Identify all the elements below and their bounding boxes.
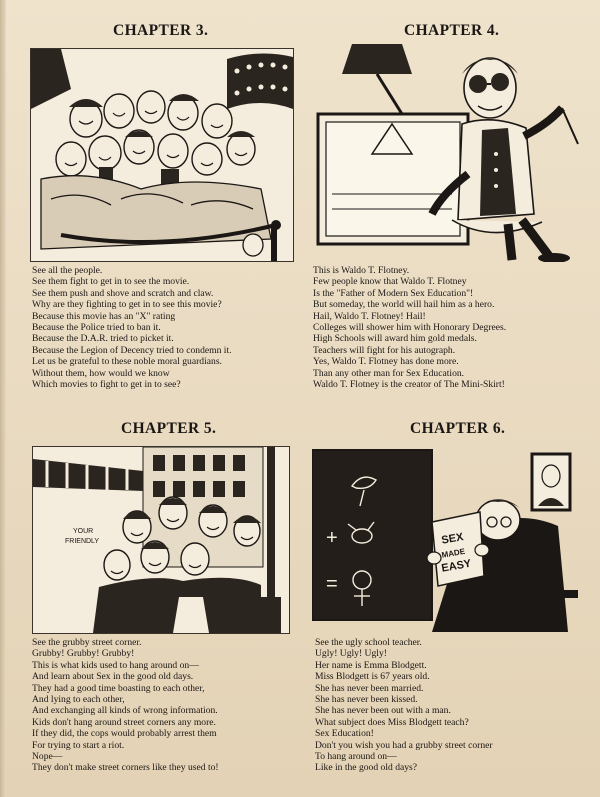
chapter-6-illustration xyxy=(312,446,578,632)
chapter-6-line: Ugly! Ugly! Ugly! xyxy=(315,648,387,660)
chapter-3-line: See them push and shove and scratch and claw. xyxy=(32,287,214,299)
chapter-6-line: See the ugly school teacher. xyxy=(315,637,422,648)
chapter-6-line: Her name is Emma Blodgett. xyxy=(315,659,427,671)
chapter-4-line: Waldo T. Flotney is the creator of The Mini-Skirt! xyxy=(313,379,505,391)
chapter-3-line: Why are they fighting to get in to see this movie? xyxy=(32,299,222,311)
chapter-5-line: See the grubby street corner. xyxy=(32,637,142,648)
chapter-4-line: Hail, Waldo T. Flotney! Hail! xyxy=(313,310,426,322)
chapter-4-line: But someday, the world will hail him as a hero. xyxy=(313,299,495,311)
drafting-table-illustration xyxy=(312,44,580,262)
chapter-6-line: Miss Blodgett is 67 years old. xyxy=(315,671,430,683)
page-binding-edge xyxy=(0,0,6,797)
chapter-3-line: Without them, how would we know xyxy=(32,367,170,379)
chapter-4-text xyxy=(313,265,506,390)
chapter-5-line: This is what kids used to hang around on— xyxy=(32,659,199,671)
chapter-4-line: High Schools will award him gold medals. xyxy=(313,333,477,345)
chapter-5-line: They had a good time boasting to each other, xyxy=(32,682,205,694)
chapter-4-line: Teachers will fight for his autograph. xyxy=(313,344,456,356)
chapter-6-line: Don't you wish you had a grubby street corner xyxy=(315,739,493,751)
chapter-6-line: She has never been married. xyxy=(315,682,424,694)
chapter-5-title: CHAPTER 5. xyxy=(121,420,217,437)
chapter-3-text xyxy=(32,265,232,390)
chapter-3-line: Which movies to fight to get in to see? xyxy=(32,379,181,391)
chapter-5-line: Kids don't hang around street corners any more. xyxy=(32,716,216,728)
chapter-3-line: See all the people. xyxy=(32,265,103,276)
chapter-6-line: She has never been out with a man. xyxy=(315,705,451,717)
chapter-5-line: And lying to each other, xyxy=(32,694,125,706)
chapter-3-title: CHAPTER 3. xyxy=(113,22,209,39)
chapter-6-line: Like in the good old days? xyxy=(315,762,418,774)
chapter-5-text xyxy=(32,637,219,774)
chapter-4-line: Colleges will shower him with Honorary Degrees. xyxy=(313,322,507,334)
chapter-5-line: Grubby! Grubby! Grubby! xyxy=(32,648,135,660)
street-corner-illustration xyxy=(33,447,289,633)
chapter-4-line: Few people know that Waldo T. Flotney xyxy=(313,276,467,288)
svg-text:FRIENDLY: FRIENDLY xyxy=(65,538,100,545)
chapter-4-title: CHAPTER 4. xyxy=(404,22,500,39)
chalk-plus: + xyxy=(326,527,338,549)
svg-text:SEX: SEX xyxy=(440,531,465,547)
chapter-5-line: If they did, the cops would probably arrest them xyxy=(32,728,217,740)
chapter-6-text xyxy=(315,637,493,774)
chapter-3-line: Because the Legion of Decency tried to condemn it. xyxy=(32,344,232,356)
chapter-5-line: And exchanging all kinds of wrong information. xyxy=(32,705,218,717)
chapter-3-line: Because the D.A.R. tried to picket it. xyxy=(32,333,174,345)
chapter-5-illustration xyxy=(32,446,290,634)
chapter-3-line: Because the Police tried to ban it. xyxy=(32,322,161,334)
chapter-4-illustration xyxy=(312,44,580,262)
svg-text:EASY: EASY xyxy=(440,557,473,575)
chapter-6-line: What subject does Miss Blodgett teach? xyxy=(315,716,469,728)
chapter-5-line: They don't make street corners like they used to! xyxy=(32,762,219,774)
teacher-illustration xyxy=(312,446,578,632)
chapter-3-line: Let us be grateful to these noble moral guardians. xyxy=(32,356,222,368)
chapter-3-line: See them fight to get in to see the movie. xyxy=(32,276,190,288)
chapter-5-line: Nope— xyxy=(32,751,63,763)
chapter-5-line: For trying to start a riot. xyxy=(32,739,125,751)
chapter-4-line: Yes, Waldo T. Flotney has done more. xyxy=(313,356,459,368)
chapter-4-line: This is Waldo T. Flotney. xyxy=(313,265,410,276)
svg-text:YOUR: YOUR xyxy=(73,528,94,535)
chapter-6-line: Sex Education! xyxy=(315,728,374,740)
crowd-illustration xyxy=(31,49,293,261)
chapter-6-line: To hang around on— xyxy=(315,751,397,763)
chapter-5-line: And learn about Sex in the good old days. xyxy=(32,671,194,683)
chapter-6-line: She has never been kissed. xyxy=(315,694,418,706)
chapter-6-title: CHAPTER 6. xyxy=(410,420,506,437)
chapter-3-line: Because this movie has an "X" rating xyxy=(32,310,176,322)
chapter-4-line: Than any other man for Sex Education. xyxy=(313,367,465,379)
chalk-equals: = xyxy=(326,573,338,595)
chapter-4-line: Is the "Father of Modern Sex Education"! xyxy=(313,287,474,299)
svg-text:MADE: MADE xyxy=(440,546,466,560)
chapter-3-illustration xyxy=(30,48,294,262)
